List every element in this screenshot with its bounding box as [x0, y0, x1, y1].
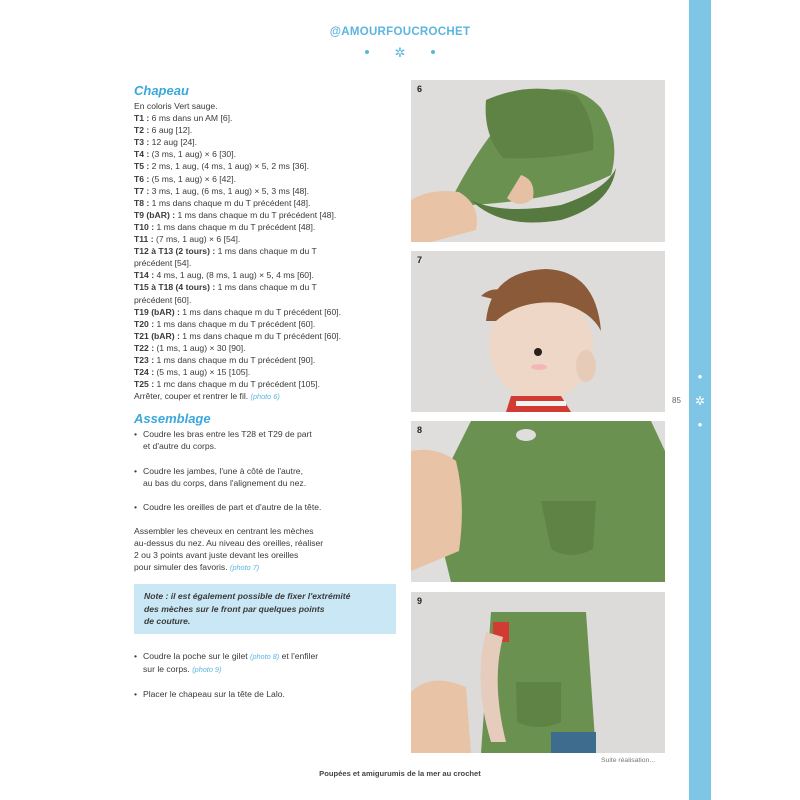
page-footer: Poupées et amigurumis de la mer au crochet: [319, 769, 481, 778]
bullet-text: Coudre la poche sur le gilet: [143, 650, 248, 661]
dot-icon: [365, 50, 369, 54]
dot-icon: [431, 50, 435, 54]
row-text: 1 ms dans chaque m du T précédent [60].: [179, 306, 341, 317]
row-label: T15 à T18 (4 tours) :: [134, 282, 216, 293]
row-text: 1 ms dans chaque m du T: [215, 282, 317, 293]
doll-head-illustration: [411, 251, 665, 412]
row-label: T4 :: [134, 149, 150, 160]
row-label: T24 :: [134, 367, 155, 378]
pattern-row: [134, 185, 396, 197]
bullet-item: [134, 501, 396, 513]
row-label: T1 :: [134, 113, 150, 124]
para-line: Assembler les cheveux en centrant les mèches: [134, 525, 314, 536]
section-title-chapeau: Chapeau: [134, 83, 189, 98]
row-label: T21 (bAR) :: [134, 330, 180, 341]
row-text: (3 ms, 1 aug) × 6 [30].: [149, 149, 236, 160]
hair-paragraph: [134, 525, 396, 574]
pattern-row: [134, 173, 396, 185]
pattern-row: [134, 124, 396, 136]
color-line: En coloris Vert sauge.: [134, 101, 218, 111]
bullet-item: [134, 688, 396, 700]
row-text: 1 ms dans chaque m du T précédent [48].: [149, 197, 311, 208]
pattern-row: [134, 354, 396, 366]
bullet-text: Coudre les jambes, l'une à côté de l'autre,: [143, 465, 303, 476]
note-box: [134, 584, 396, 634]
row-text: 1 mc dans chaque m du T précédent [105].: [154, 379, 320, 390]
row-text: 1 ms dans chaque m du T précédent [48].: [175, 209, 337, 220]
row-label: T5 :: [134, 161, 150, 172]
pattern-row: [134, 378, 396, 390]
pattern-row: [134, 221, 396, 233]
para-line: 2 ou 3 points avant juste devant les oreilles: [134, 550, 299, 560]
row-text: 12 aug [24].: [149, 137, 198, 148]
bullet-symbol: •: [134, 429, 138, 440]
photo-6: [411, 80, 665, 242]
pattern-row: [134, 318, 396, 330]
end-line-text: Arrêter, couper et rentrer le fil.: [134, 391, 249, 402]
pattern-row: [134, 294, 396, 306]
bullet-item: [134, 465, 396, 489]
dot-icon: ●: [697, 420, 703, 429]
row-text: (5 ms, 1 aug) × 6 [42].: [149, 173, 236, 184]
pattern-row: [134, 257, 396, 269]
row-label: T3 :: [134, 137, 150, 148]
photo-label: 9: [417, 596, 423, 606]
row-text: 1 ms dans chaque m du T précédent [60].: [179, 330, 341, 341]
row-text: 6 aug [12].: [149, 125, 193, 136]
row-text: précédent [54].: [134, 258, 192, 269]
instructions-column: [134, 84, 396, 712]
row-text: 1 ms dans chaque m du T: [215, 246, 317, 257]
end-line: [134, 390, 396, 403]
bullet-text: au bas du corps, dans l'alignement du nez.: [143, 477, 307, 488]
bullet-text: et d'autre du corps.: [143, 441, 217, 452]
pattern-row: [134, 148, 396, 160]
pattern-row: [134, 269, 396, 281]
row-label: T6 :: [134, 173, 150, 184]
row-text: (7 ms, 1 aug) × 6 [54].: [153, 234, 241, 245]
row-label: T7 :: [134, 185, 150, 196]
row-text: 4 ms, 1 aug, (8 ms, 1 aug) × 5, 4 ms [60].: [154, 270, 314, 281]
bullet-list: [134, 428, 396, 512]
bullet-text: Coudre les bras entre les T28 et T29 de part: [143, 429, 312, 440]
row-text: 2 ms, 1 aug, (4 ms, 1 aug) × 5, 2 ms [36].: [149, 161, 310, 172]
row-label: T11 :: [134, 234, 154, 245]
header-ornament: [365, 44, 435, 60]
photo-7: [411, 251, 665, 412]
pattern-row: [134, 136, 396, 148]
photo-ref[interactable]: (photo 7): [230, 563, 260, 573]
photo-9: [411, 592, 665, 753]
row-text: 3 ms, 1 aug, (6 ms, 1 aug) × 5, 3 ms [48].: [149, 185, 310, 196]
pattern-row: [134, 342, 396, 354]
para-line-text: pour simuler des favoris.: [134, 562, 228, 573]
row-label: T25 :: [134, 379, 155, 390]
photo-label: 6: [417, 84, 423, 94]
bullet-item: [134, 650, 396, 676]
photo-ref[interactable]: (photo 9): [192, 665, 222, 675]
para-line: au-dessus du nez. Au niveau des oreilles, réaliser: [134, 537, 324, 548]
pattern-row: [134, 233, 396, 245]
row-label: T10 :: [134, 221, 155, 232]
pattern-row: [134, 160, 396, 172]
header-brand: @AMOURFOUCROCHET: [329, 26, 471, 38]
row-text: (1 ms, 1 aug) × 30 [90].: [154, 342, 246, 353]
page-number: 85: [672, 396, 681, 405]
row-text: 1 ms dans chaque m du T précédent [60].: [154, 318, 316, 329]
sun-icon: ✲: [394, 44, 406, 60]
row-label: T20 :: [134, 318, 155, 329]
pattern-row: [134, 366, 396, 378]
row-label: T8 :: [134, 197, 150, 208]
dot-icon: ●: [697, 372, 703, 381]
bullet-text: Placer le chapeau sur la tête de Lalo.: [143, 689, 285, 700]
row-label: T19 (bAR) :: [134, 306, 180, 317]
photo-label: 7: [417, 255, 423, 265]
photo-ref[interactable]: (photo 8): [250, 651, 280, 661]
row-label: T14 :: [134, 270, 155, 281]
pattern-row: [134, 281, 396, 293]
photo-8: [411, 421, 665, 582]
sun-icon: ✲: [694, 394, 706, 408]
bullet-symbol: •: [134, 501, 138, 512]
row-text: précédent [60].: [134, 294, 192, 305]
row-label: T2 :: [134, 125, 150, 136]
row-label: T23 :: [134, 354, 155, 365]
pattern-row: [134, 306, 396, 318]
bullet-symbol: •: [134, 689, 138, 700]
bullet-text: et l'enfiler: [279, 650, 319, 661]
section-title-assemblage: Assemblage: [134, 411, 211, 427]
row-text: 1 ms dans chaque m du T précédent [90].: [154, 354, 316, 365]
pattern-row: [134, 197, 396, 209]
pattern-row: [134, 209, 396, 221]
hat-illustration: [411, 80, 665, 242]
row-text: 1 ms dans chaque m du T précédent [48].: [154, 221, 316, 232]
pattern-row: [134, 112, 396, 124]
bullet-text: sur le corps.: [143, 664, 190, 675]
photo-label: 8: [417, 425, 423, 435]
doll-body-illustration: [411, 592, 665, 753]
row-text: 6 ms dans un AM [6].: [149, 113, 233, 124]
row-list: [134, 112, 396, 390]
suite-text: Suite réalisation...: [601, 757, 656, 764]
photo-ref[interactable]: (photo 6): [250, 392, 280, 402]
pattern-row: [134, 245, 396, 257]
bullet-text: Coudre les oreilles de part et d'autre de la tête.: [143, 501, 322, 512]
note-line: de couture.: [144, 616, 191, 627]
row-label: T9 (bAR) :: [134, 209, 176, 220]
row-label: T12 à T13 (2 tours) :: [134, 246, 216, 257]
bullet-symbol: •: [134, 650, 138, 661]
bullet-symbol: •: [134, 465, 138, 476]
bullet-item: [134, 428, 396, 452]
vest-illustration: [411, 421, 665, 582]
row-text: (5 ms, 1 aug) × 15 [105].: [154, 367, 251, 378]
row-label: T22 :: [134, 342, 155, 353]
pattern-row: [134, 330, 396, 342]
note-line: des mèches sur le front par quelques points: [144, 603, 325, 614]
note-line: Note : il est également possible de fixer l'extrémité: [144, 591, 351, 602]
para-line: [134, 561, 396, 574]
